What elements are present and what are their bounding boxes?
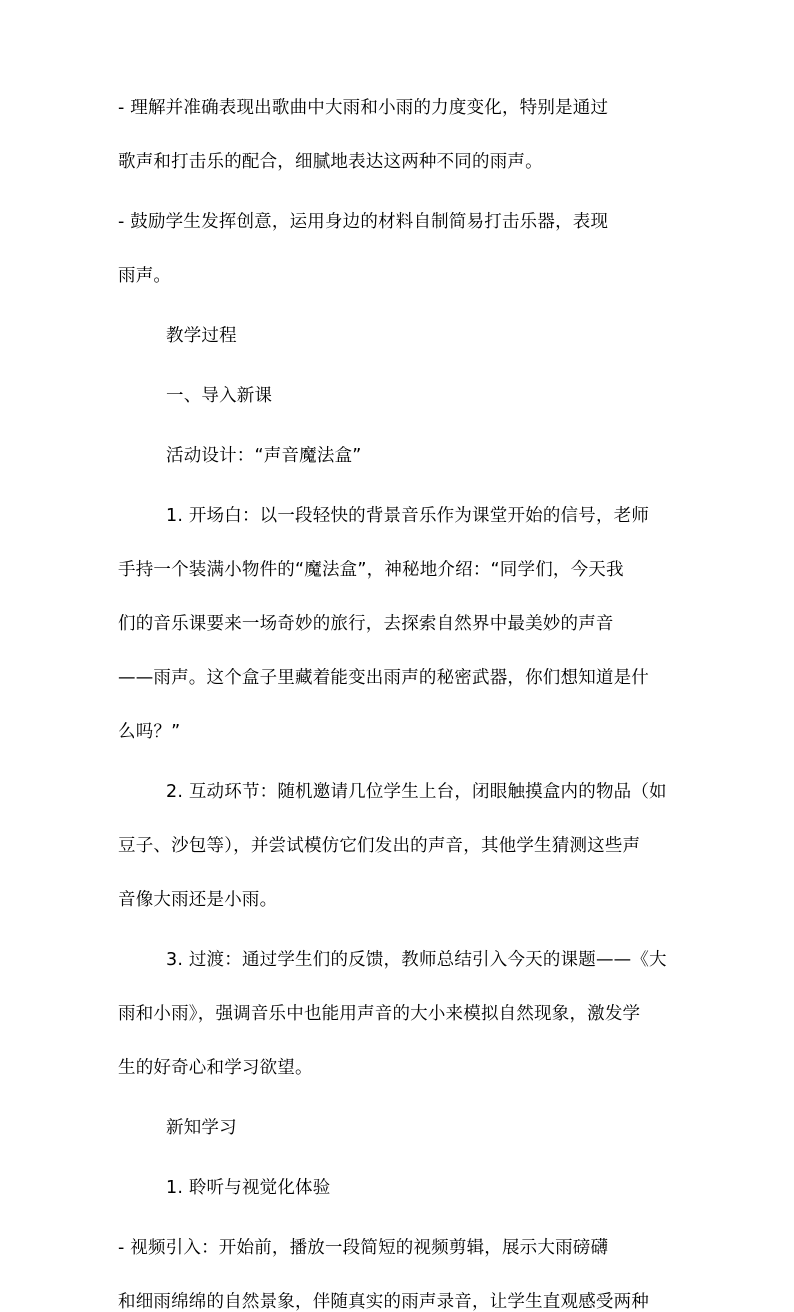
paragraph-step-1 bbox=[118, 506, 678, 742]
text-line: 新知学习 bbox=[166, 1118, 237, 1138]
text-line: ——雨声。这个盒子里藏着能变出雨声的秘密武器，你们想知道是什 bbox=[118, 668, 649, 688]
paragraph-heading-intro bbox=[118, 386, 678, 406]
paragraph-video-intro bbox=[118, 1238, 678, 1312]
text-line: - 鼓励学生发挥创意，运用身边的材料自制简易打击乐器，表现 bbox=[118, 212, 609, 232]
paragraph-goal-dynamics bbox=[118, 98, 678, 172]
text-line: 雨声。 bbox=[118, 266, 172, 286]
text-line: 2. 互动环节：随机邀请几位学生上台，闭眼触摸盒内的物品（如 bbox=[166, 782, 667, 802]
text-line: 么吗？” bbox=[118, 722, 181, 742]
document-page bbox=[118, 98, 678, 1312]
text-line: 生的好奇心和学习欲望。 bbox=[118, 1058, 313, 1078]
text-line: 教学过程 bbox=[166, 326, 237, 346]
text-line: 豆子、沙包等），并尝试模仿它们发出的声音，其他学生猜测这些声 bbox=[118, 836, 641, 856]
text-line: 一、导入新课 bbox=[166, 386, 273, 406]
paragraph-heading-process bbox=[118, 326, 678, 346]
text-line: 活动设计：“声音魔法盒” bbox=[166, 446, 362, 466]
text-line: 3. 过渡：通过学生们的反馈，教师总结引入今天的课题——《大 bbox=[166, 950, 667, 970]
paragraph-step-2 bbox=[118, 782, 678, 910]
text-line: - 视频引入：开始前，播放一段简短的视频剪辑，展示大雨磅礴 bbox=[118, 1238, 609, 1258]
text-line: 1. 聆听与视觉化体验 bbox=[166, 1178, 331, 1198]
text-line: 音像大雨还是小雨。 bbox=[118, 890, 278, 910]
text-line: 手持一个装满小物件的“魔法盒”，神秘地介绍：“同学们，今天我 bbox=[118, 560, 624, 580]
text-line: 歌声和打击乐的配合，细腻地表达这两种不同的雨声。 bbox=[118, 152, 543, 172]
text-line: 雨和小雨》，强调音乐中也能用声音的大小来模拟自然现象，激发学 bbox=[118, 1004, 641, 1024]
paragraph-heading-new bbox=[118, 1118, 678, 1138]
text-line: 1. 开场白：以一段轻快的背景音乐作为课堂开始的信号，老师 bbox=[166, 506, 650, 526]
paragraph-subheading-listen bbox=[118, 1178, 678, 1198]
paragraph-step-3 bbox=[118, 950, 678, 1078]
paragraph-activity-design bbox=[118, 446, 678, 466]
text-line: 们的音乐课要来一场奇妙的旅行，去探索自然界中最美妙的声音 bbox=[118, 614, 614, 634]
paragraph-goal-creativity bbox=[118, 212, 678, 286]
text-line: - 理解并准确表现出歌曲中大雨和小雨的力度变化，特别是通过 bbox=[118, 98, 609, 118]
text-line: 和细雨绵绵的自然景象，伴随真实的雨声录音，让学生直观感受两种 bbox=[118, 1292, 649, 1312]
